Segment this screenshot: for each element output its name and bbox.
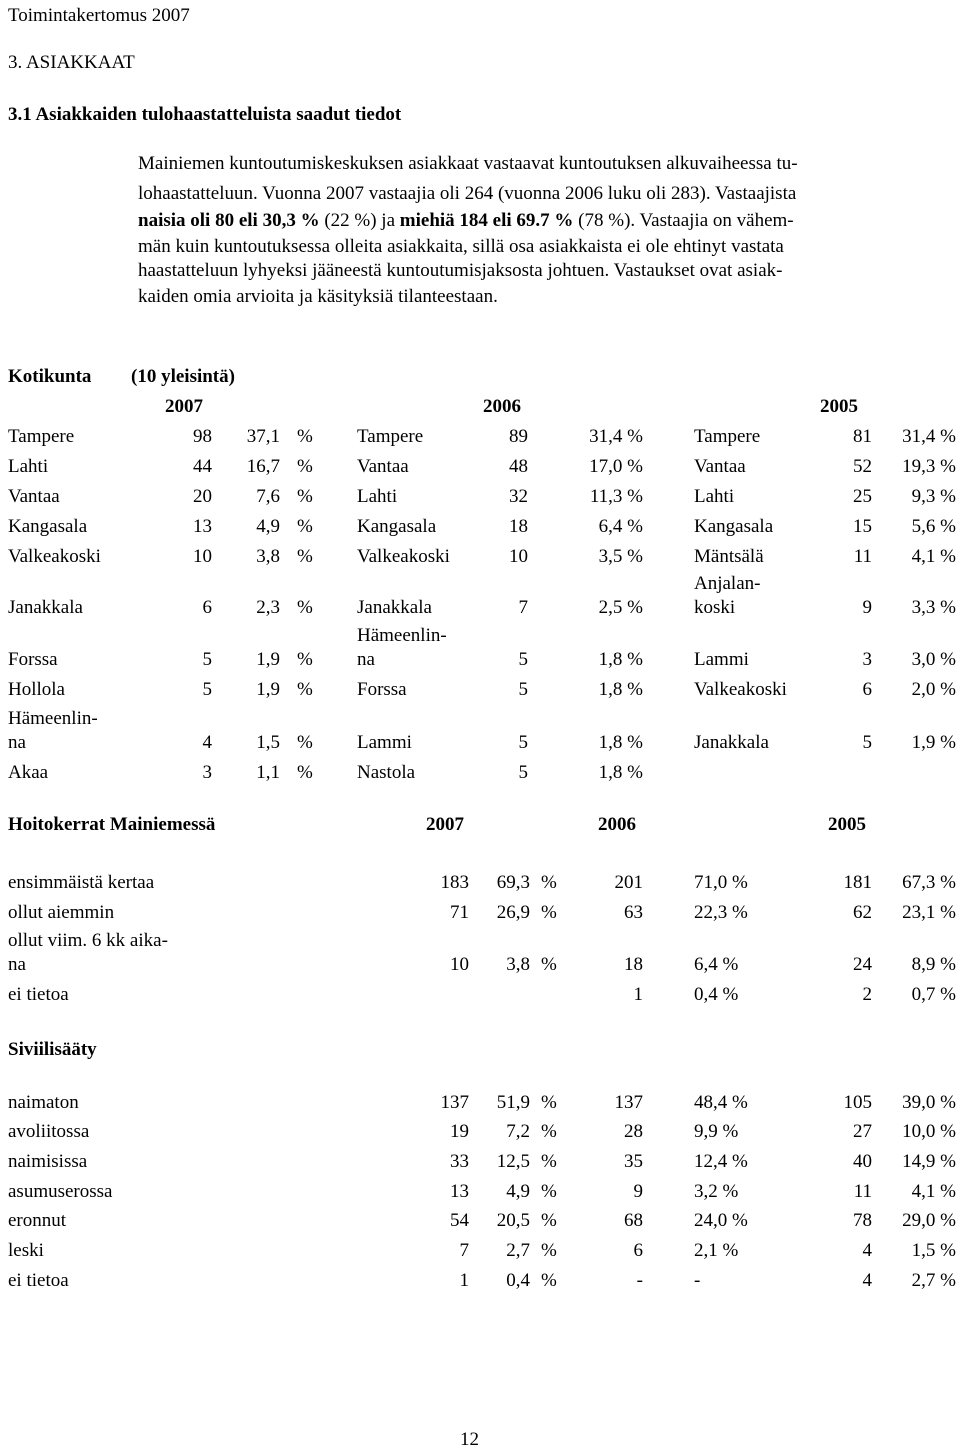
percent-2006: 9,9 %	[694, 1121, 739, 1142]
count-2005: 2	[862, 984, 872, 1005]
count-2007: 71	[450, 902, 469, 923]
percent-2007: 1,9	[256, 649, 280, 670]
hoitokerrat-title: Hoitokerrat Mainiemessä	[8, 814, 216, 835]
municipality-2005: koski	[694, 597, 736, 618]
running-header: Toimintakertomus 2007	[8, 5, 190, 26]
percent-2006: 17,0 %	[589, 456, 643, 477]
count-2007: 10	[450, 954, 469, 975]
row-label: ollut aiemmin	[8, 902, 115, 923]
municipality-2006: Hämeenlin-	[357, 625, 447, 646]
percent-2006: 3,2 %	[694, 1181, 739, 1202]
siviilisaaty-title: Siviilisääty	[8, 1039, 97, 1060]
count-2006: 28	[624, 1121, 643, 1142]
percent-2005: 14,9 %	[902, 1151, 956, 1172]
percent-2005: 4,1 %	[911, 546, 956, 567]
municipality-2007: Janakkala	[8, 597, 83, 618]
municipality-2006: Kangasala	[357, 516, 437, 537]
intro-text: miehiä 184 eli 69.7 %	[399, 210, 579, 231]
intro-line	[138, 154, 798, 173]
municipality-2005: Vantaa	[694, 456, 746, 477]
percent-2006: 3,5 %	[598, 546, 643, 567]
percent-2005: 23,1 %	[902, 902, 956, 923]
row-label: asumuserossa	[8, 1181, 113, 1202]
percent-2007: 3,8	[506, 954, 530, 975]
row-label: ei tietoa	[8, 984, 69, 1005]
percent-2007: 1,1	[256, 762, 280, 783]
row-label: naimisissa	[8, 1151, 88, 1172]
percent-2007: 37,1	[246, 426, 280, 447]
count-2006: 68	[624, 1210, 643, 1231]
percent-2006: 31,4 %	[589, 426, 643, 447]
percent-sign: %	[541, 1151, 557, 1172]
intro-text: (78 %). Vastaajia on vähem-	[578, 210, 794, 231]
percent-2007: 12,5	[496, 1151, 530, 1172]
percent-sign: %	[541, 1181, 557, 1202]
count-2005: 52	[853, 456, 872, 477]
municipality-2006: na	[357, 649, 375, 670]
percent-2005: 1,9 %	[911, 732, 956, 753]
percent-sign: %	[297, 649, 313, 670]
intro-text: naisia oli 80 eli 30,3 %	[138, 210, 325, 231]
count-2005: 81	[853, 426, 872, 447]
count-2007: 13	[450, 1181, 469, 1202]
count-2005: 62	[853, 902, 872, 923]
percent-sign: %	[297, 546, 313, 567]
municipality-2007: Forssa	[8, 649, 58, 670]
percent-2007: 16,7	[246, 456, 280, 477]
row-label: naimaton	[8, 1092, 79, 1113]
municipality-2007: Lahti	[8, 456, 49, 477]
intro-text: män kuin kuntoutuksessa olleita asiakkaita, sillä osa asiakkaista ei ole ehtinyt vastata	[138, 236, 784, 257]
count-2006: 137	[614, 1092, 643, 1113]
percent-2006: 1,8 %	[598, 732, 643, 753]
percent-2005: 9,3 %	[911, 486, 956, 507]
count-2007: 20	[193, 486, 212, 507]
subsection-heading: 3.1 Asiakkaiden tulohaastatteluista saadut tiedot	[8, 104, 402, 125]
percent-2005: 2,0 %	[911, 679, 956, 700]
row-label: eronnut	[8, 1210, 67, 1231]
section-heading: 3. ASIAKKAAT	[8, 52, 135, 73]
percent-2005: 1,5 %	[911, 1240, 956, 1261]
count-2005: 3	[862, 649, 872, 670]
count-2006: 5	[518, 732, 528, 753]
count-2007: 183	[440, 872, 469, 893]
municipality-2005: Anjalan-	[694, 573, 761, 594]
percent-2005: 67,3 %	[902, 872, 956, 893]
percent-sign: %	[541, 902, 557, 923]
percent-2006: 24,0 %	[694, 1210, 748, 1231]
count-2007: 44	[193, 456, 212, 477]
intro-line	[138, 184, 796, 203]
municipality-2007: Akaa	[8, 762, 49, 783]
intro-line	[138, 237, 784, 256]
count-2006: 5	[518, 649, 528, 670]
municipality-2005: Tampere	[694, 426, 761, 447]
municipality-2006: Lammi	[357, 732, 412, 753]
percent-2007: 4,9	[506, 1181, 530, 1202]
percent-2007: 1,9	[256, 679, 280, 700]
percent-2007: 1,5	[256, 732, 280, 753]
count-2006: 1	[633, 984, 643, 1005]
row-label: avoliitossa	[8, 1121, 90, 1142]
percent-2006: 71,0 %	[694, 872, 748, 893]
percent-sign: %	[297, 426, 313, 447]
municipality-2006: Lahti	[357, 486, 398, 507]
percent-2007: 69,3	[496, 872, 530, 893]
count-2007: 5	[202, 649, 212, 670]
percent-2006: 1,8 %	[598, 649, 643, 670]
percent-2006: 6,4 %	[694, 954, 739, 975]
count-2006: 201	[614, 872, 643, 893]
municipality-2006: Vantaa	[357, 456, 409, 477]
row-label: ei tietoa	[8, 1270, 69, 1291]
percent-2005: 3,0 %	[911, 649, 956, 670]
percent-2006: -	[694, 1270, 701, 1291]
percent-2007: 2,3	[256, 597, 280, 618]
percent-sign: %	[297, 762, 313, 783]
percent-sign: %	[541, 1210, 557, 1231]
count-2005: 78	[853, 1210, 872, 1231]
percent-sign: %	[541, 1270, 557, 1291]
count-2005: 15	[853, 516, 872, 537]
municipality-2005: Mäntsälä	[694, 546, 764, 567]
count-2007: 33	[450, 1151, 469, 1172]
municipality-2007: Kangasala	[8, 516, 88, 537]
municipality-2007: Hämeenlin-	[8, 708, 98, 729]
percent-2005: 4,1 %	[911, 1181, 956, 1202]
percent-sign: %	[541, 1121, 557, 1142]
percent-2006: 2,1 %	[694, 1240, 739, 1261]
municipality-2005: Kangasala	[694, 516, 774, 537]
percent-2005: 31,4 %	[902, 426, 956, 447]
municipality-2005: Janakkala	[694, 732, 769, 753]
count-2005: 4	[862, 1240, 872, 1261]
percent-2005: 19,3 %	[902, 456, 956, 477]
percent-sign: %	[297, 456, 313, 477]
count-2005: 11	[853, 1181, 872, 1202]
hoitokerrat-year-2007: 2007	[426, 814, 464, 835]
percent-2005: 0,7 %	[911, 984, 956, 1005]
count-2006: 18	[509, 516, 528, 537]
count-2007: 5	[202, 679, 212, 700]
percent-2006: 2,5 %	[598, 597, 643, 618]
kotikunta-year-2006: 2006	[483, 396, 521, 417]
percent-2007: 3,8	[256, 546, 280, 567]
percent-sign: %	[297, 732, 313, 753]
percent-2005: 10,0 %	[902, 1121, 956, 1142]
percent-2005: 5,6 %	[911, 516, 956, 537]
municipality-2006: Janakkala	[357, 597, 432, 618]
percent-sign: %	[541, 1092, 557, 1113]
count-2007: 3	[202, 762, 212, 783]
municipality-2007: Tampere	[8, 426, 75, 447]
municipality-2007: Vantaa	[8, 486, 60, 507]
percent-2006: 48,4 %	[694, 1092, 748, 1113]
count-2005: 40	[853, 1151, 872, 1172]
municipality-2007: Valkeakoski	[8, 546, 101, 567]
percent-2007: 26,9	[496, 902, 530, 923]
kotikunta-year-2005: 2005	[820, 396, 858, 417]
count-2005: 6	[862, 679, 872, 700]
percent-2005: 8,9 %	[911, 954, 956, 975]
intro-text: Mainiemen kuntoutumiskeskuksen asiakkaat vastaavat kuntoutuksen alkuvaiheessa tu-	[138, 153, 798, 174]
municipality-2006: Nastola	[357, 762, 416, 783]
percent-sign: %	[297, 516, 313, 537]
count-2007: 19	[450, 1121, 469, 1142]
intro-line	[138, 211, 794, 230]
intro-text: kaiden omia arvioita ja käsityksiä tilanteestaan.	[138, 286, 498, 307]
percent-2005: 29,0 %	[902, 1210, 956, 1231]
row-label: ollut viim. 6 kk aika-	[8, 930, 168, 951]
percent-sign: %	[297, 597, 313, 618]
page-number: 12	[460, 1429, 479, 1450]
percent-2007: 51,9	[496, 1092, 530, 1113]
percent-sign: %	[541, 1240, 557, 1261]
row-label: leski	[8, 1240, 44, 1261]
percent-2005: 39,0 %	[902, 1092, 956, 1113]
percent-2006: 11,3 %	[589, 486, 643, 507]
intro-line	[138, 261, 782, 280]
count-2005: 105	[843, 1092, 872, 1113]
count-2006: 89	[509, 426, 528, 447]
count-2006: 48	[509, 456, 528, 477]
percent-2006: 22,3 %	[694, 902, 748, 923]
count-2005: 11	[853, 546, 872, 567]
percent-2007: 2,7	[506, 1240, 530, 1261]
municipality-2005: Lammi	[694, 649, 749, 670]
count-2006: 63	[624, 902, 643, 923]
percent-2006: 0,4 %	[694, 984, 739, 1005]
count-2005: 27	[853, 1121, 872, 1142]
percent-2007: 0,4	[506, 1270, 530, 1291]
percent-2007: 20,5	[496, 1210, 530, 1231]
percent-2006: 6,4 %	[598, 516, 643, 537]
count-2005: 181	[843, 872, 872, 893]
percent-sign: %	[541, 872, 557, 893]
intro-line	[138, 287, 498, 306]
count-2007: 54	[450, 1210, 469, 1231]
count-2007: 137	[440, 1092, 469, 1113]
count-2007: 98	[193, 426, 212, 447]
kotikunta-title: Kotikunta	[8, 366, 92, 387]
municipality-2006: Valkeakoski	[357, 546, 450, 567]
percent-sign: %	[297, 679, 313, 700]
row-label: na	[8, 954, 26, 975]
count-2006: 5	[518, 679, 528, 700]
count-2006: 10	[509, 546, 528, 567]
count-2005: 24	[853, 954, 872, 975]
intro-text: haastatteluun lyhyeksi jääneestä kuntoutumisjaksosta johtuen. Vastaukset ovat asiak-	[138, 260, 783, 281]
hoitokerrat-year-2005: 2005	[828, 814, 866, 835]
municipality-2007: Hollola	[8, 679, 65, 700]
municipality-2007: na	[8, 732, 26, 753]
count-2006: 35	[624, 1151, 643, 1172]
count-2005: 9	[862, 597, 872, 618]
intro-text: (22 %) ja	[324, 210, 400, 231]
count-2007: 1	[459, 1270, 469, 1291]
count-2006: 18	[624, 954, 643, 975]
count-2006: 9	[633, 1181, 643, 1202]
count-2005: 5	[862, 732, 872, 753]
percent-sign: %	[541, 954, 557, 975]
percent-2006: 12,4 %	[694, 1151, 748, 1172]
percent-2006: 1,8 %	[598, 762, 643, 783]
count-2007: 6	[202, 597, 212, 618]
count-2006: 32	[509, 486, 528, 507]
kotikunta-subtitle: (10 yleisintä)	[131, 366, 235, 387]
count-2007: 4	[202, 732, 212, 753]
municipality-2005: Valkeakoski	[694, 679, 787, 700]
hoitokerrat-year-2006: 2006	[598, 814, 636, 835]
kotikunta-year-2007: 2007	[165, 396, 203, 417]
count-2007: 13	[193, 516, 212, 537]
percent-2007: 4,9	[256, 516, 280, 537]
count-2005: 4	[862, 1270, 872, 1291]
municipality-2005: Lahti	[694, 486, 735, 507]
count-2006: 7	[518, 597, 528, 618]
count-2007: 10	[193, 546, 212, 567]
percent-sign: %	[297, 486, 313, 507]
row-label: ensimmäistä kertaa	[8, 872, 155, 893]
percent-2007: 7,6	[256, 486, 280, 507]
count-2007: 7	[459, 1240, 469, 1261]
intro-text: lohaastatteluun. Vuonna 2007 vastaajia oli 264 (vuonna 2006 luku oli 283). Vastaajista	[138, 183, 797, 204]
municipality-2006: Forssa	[357, 679, 407, 700]
count-2006: 6	[633, 1240, 643, 1261]
percent-2007: 7,2	[506, 1121, 530, 1142]
count-2006: 5	[518, 762, 528, 783]
percent-2006: 1,8 %	[598, 679, 643, 700]
percent-2005: 3,3 %	[911, 597, 956, 618]
percent-2005: 2,7 %	[911, 1270, 956, 1291]
count-2006: -	[636, 1270, 643, 1291]
count-2005: 25	[853, 486, 872, 507]
municipality-2006: Tampere	[357, 426, 424, 447]
